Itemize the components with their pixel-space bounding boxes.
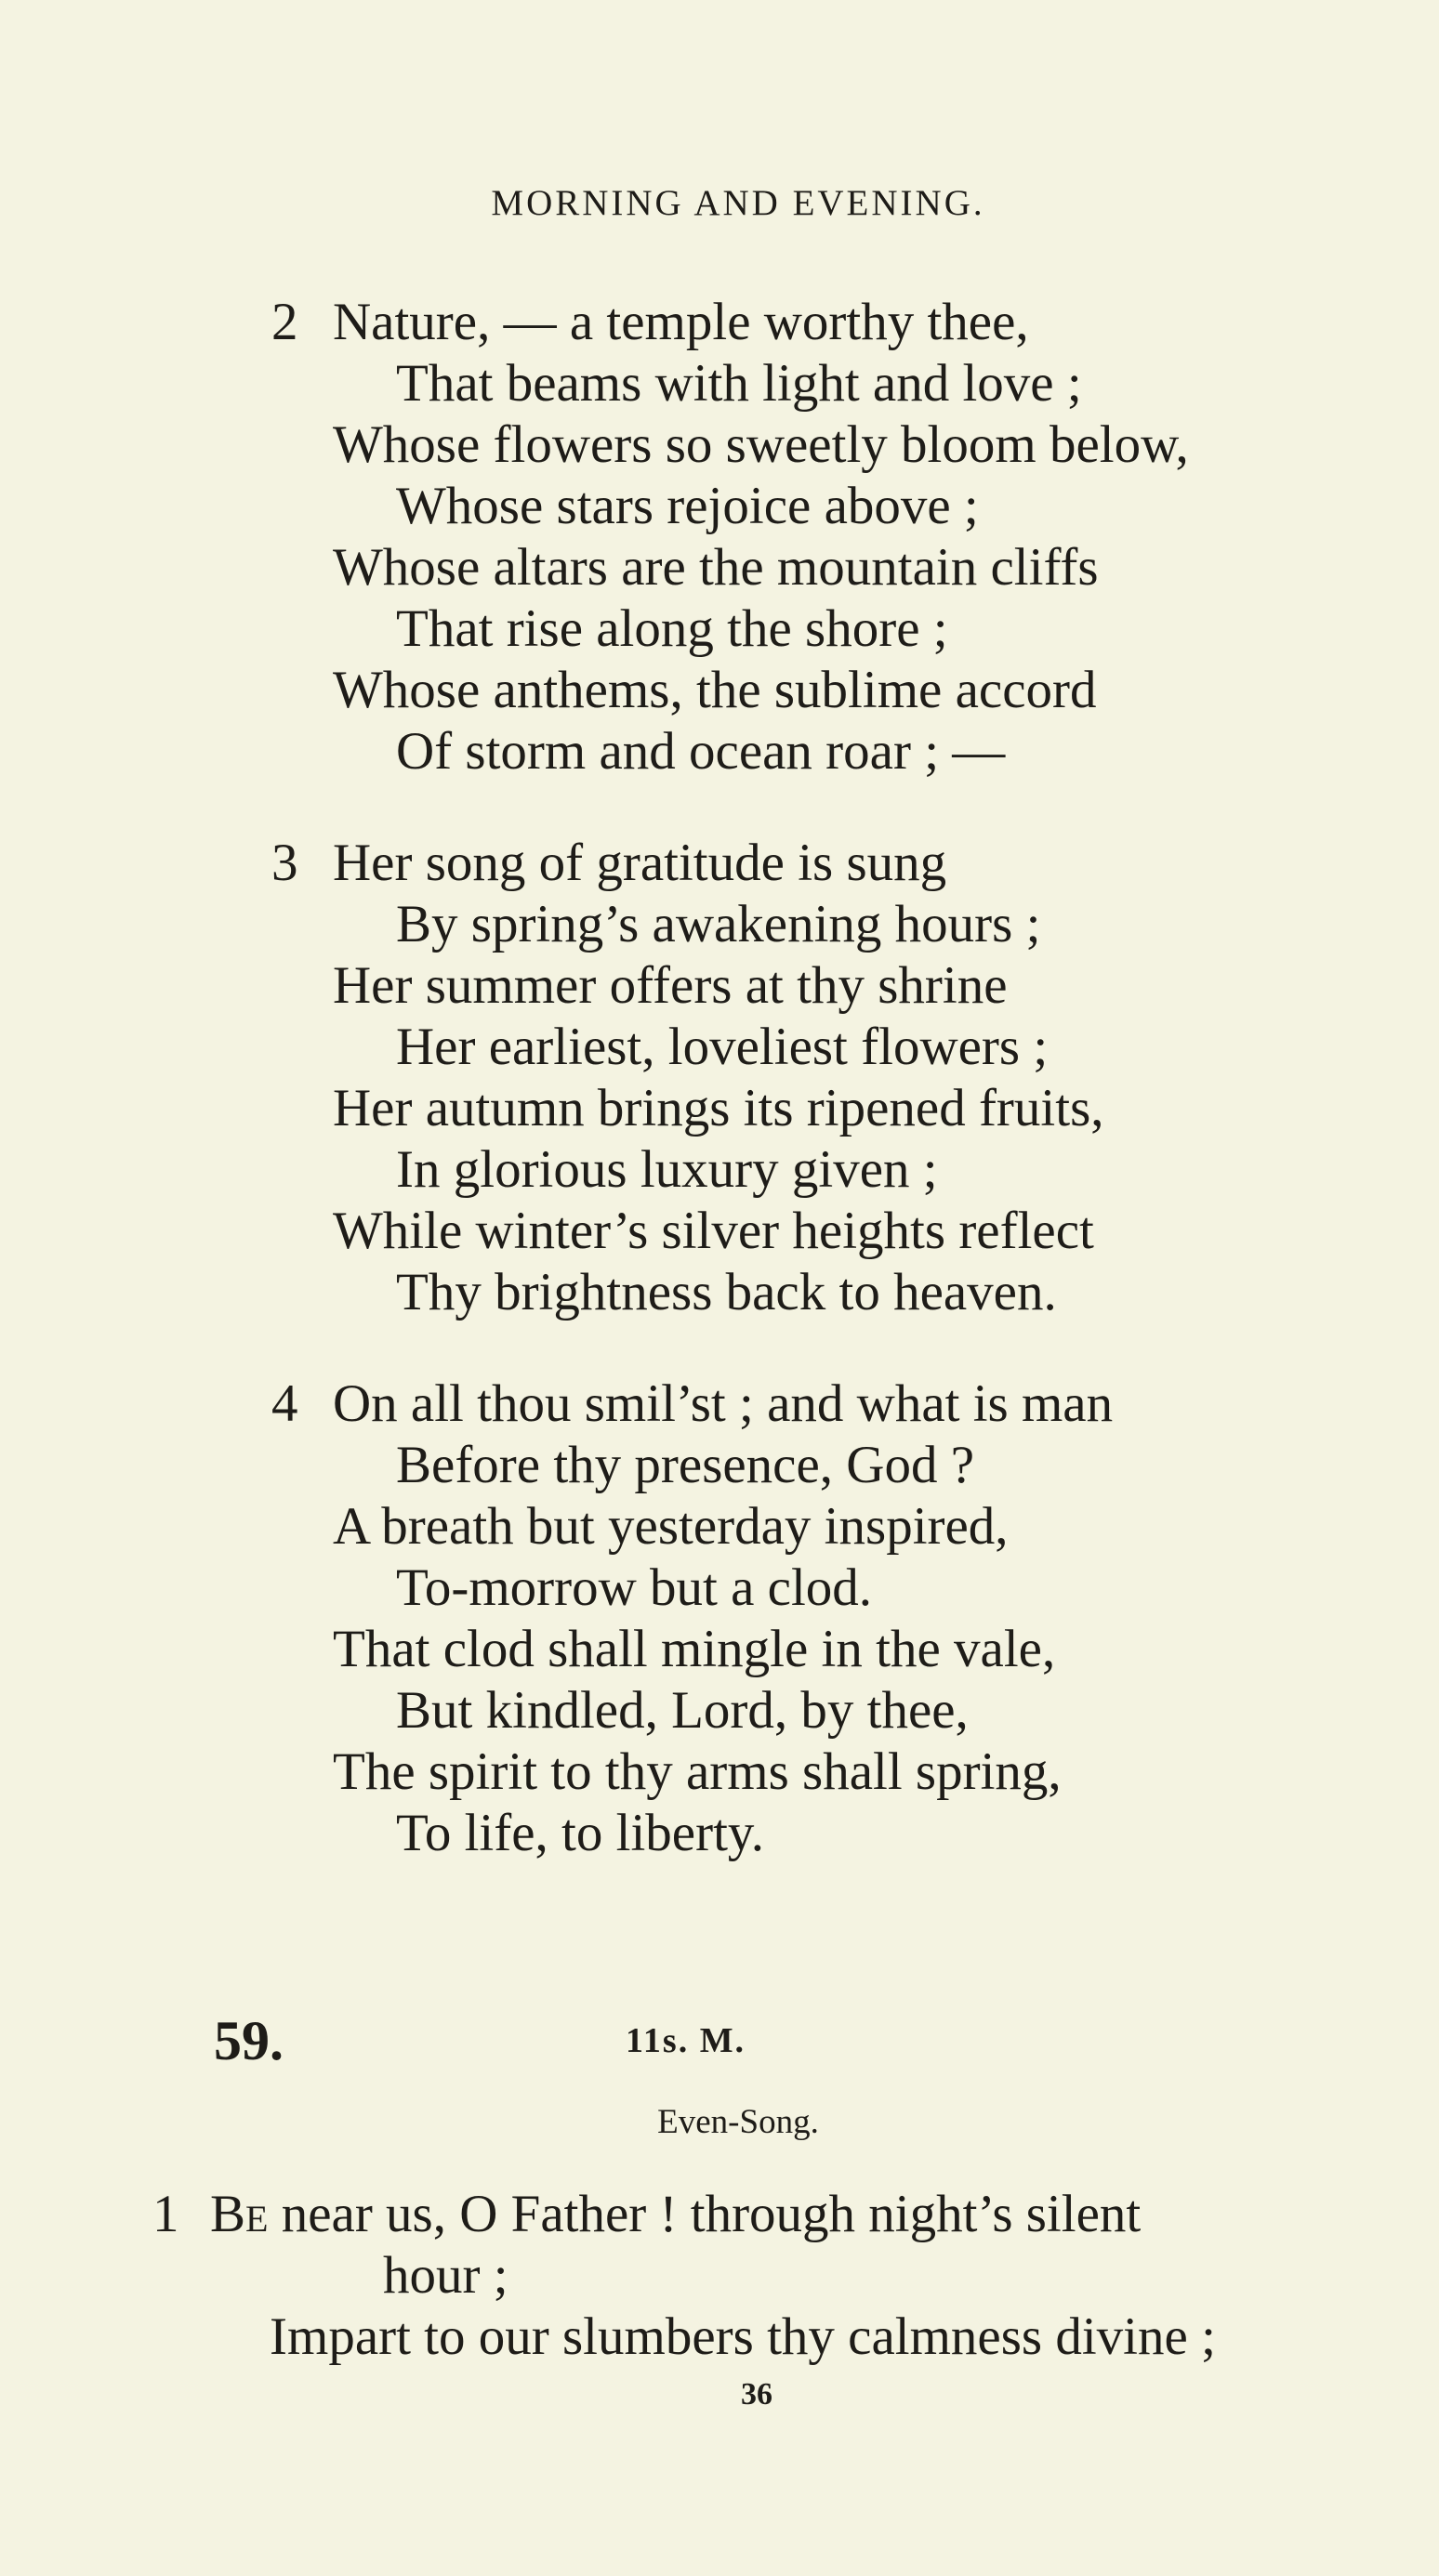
stanza-number: 3	[271, 834, 298, 892]
verse-line: In glorious luxury given ;	[396, 1140, 938, 1199]
verse-line: To life, to liberty.	[396, 1804, 764, 1862]
small-caps-word: e	[245, 2185, 269, 2243]
verse-line: Whose stars rejoice above ;	[396, 477, 979, 535]
verse-line: On all thou smil’st ; and what is man	[333, 1374, 1114, 1433]
verse-line: Her song of gratitude is sung	[333, 834, 947, 892]
verse-line: That rise along the shore ;	[396, 599, 948, 658]
verse-line: That beams with light and love ;	[396, 354, 1082, 413]
verse-line: But kindled, Lord, by thee,	[396, 1681, 969, 1740]
verse-line: Her summer offers at thy shrine	[333, 956, 1008, 1015]
page-number: 36	[741, 2377, 772, 2412]
stanza-number: 4	[271, 1374, 298, 1433]
hymn-title: Even-Song.	[657, 2103, 819, 2141]
verse-line: That clod shall mingle in the vale,	[333, 1620, 1056, 1678]
verse-line: Her autumn brings its ripened fruits,	[333, 1079, 1104, 1137]
verse-line: By spring’s awakening hours ;	[396, 895, 1041, 953]
initial-capital: B	[210, 2185, 246, 2243]
verse-line: A breath but yesterday inspired,	[333, 1497, 1009, 1556]
verse-line: The spirit to thy arms shall spring,	[333, 1742, 1062, 1801]
verse-line: Of storm and ocean roar ; —	[396, 722, 1006, 781]
verse-line: Her earliest, loveliest flowers ;	[396, 1018, 1049, 1076]
verse-line: Whose anthems, the sublime accord	[333, 661, 1097, 719]
verse-line: Impart to our slumbers thy calmness divine ;	[270, 2307, 1216, 2366]
verse-line: hour ;	[383, 2246, 508, 2305]
verse-line	[210, 2185, 1142, 2243]
verse-line: Nature, — a temple worthy thee,	[333, 293, 1029, 351]
hymn-meter: 11s. M.	[626, 2021, 746, 2060]
verse-line: Whose flowers so sweetly bloom below,	[333, 415, 1189, 474]
verse-line: Thy brightness back to heaven.	[396, 1263, 1057, 1321]
verse-line-text: near us, O Father ! through night’s silent	[268, 2185, 1142, 2243]
verse-line: To-morrow but a clod.	[396, 1558, 873, 1617]
verse-line: While winter’s silver heights reflect	[333, 1202, 1094, 1260]
verse-line: Before thy presence, God ?	[396, 1436, 974, 1494]
stanza-number: 2	[271, 293, 298, 351]
hymn-number: 59.	[214, 2010, 284, 2071]
running-head: MORNING AND EVENING.	[491, 183, 985, 223]
verse-line: Whose altars are the mountain cliffs	[333, 538, 1099, 597]
stanza-number: 1	[152, 2185, 179, 2243]
